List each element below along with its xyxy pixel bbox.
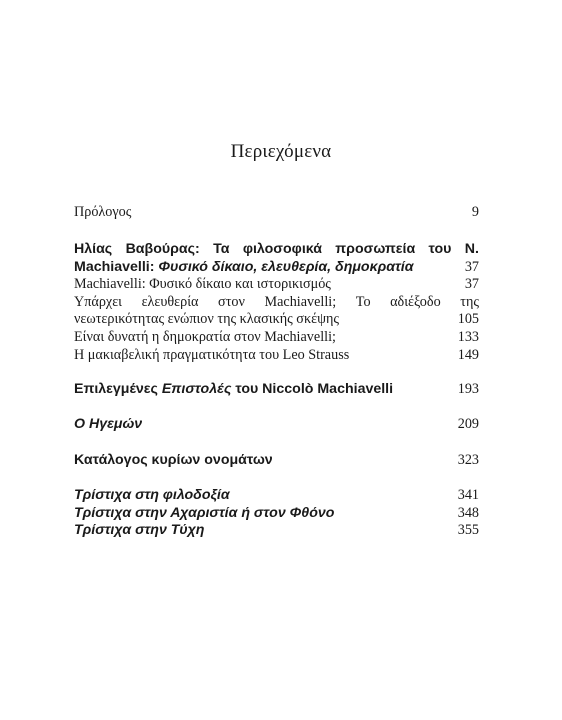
toc-entry-tercets-ingratitude[interactable] xyxy=(74,504,479,522)
toc-entry-page: 133 xyxy=(457,329,479,345)
toc-entry-title: Ο Ηγεμών xyxy=(74,416,143,432)
toc-entry-page: 193 xyxy=(457,381,479,397)
toc-entry-democracy[interactable] xyxy=(74,328,479,346)
toc-entry-title-part1: Επιλεγμένες xyxy=(74,381,162,397)
toc-entry-natural-law[interactable] xyxy=(74,275,479,293)
toc-entry-page: 149 xyxy=(457,347,479,363)
toc-entry-page: 355 xyxy=(457,522,479,538)
toc-entry-page: 37 xyxy=(464,259,479,275)
toc-entry-title: Ηλίας Βαβούρας: Τα φιλοσοφικά προσωπεία του Ν. xyxy=(74,241,479,257)
toc-entry-page: 37 xyxy=(464,276,479,292)
toc-entry-title-line2 xyxy=(74,258,414,276)
toc-entry-title-italic: Επιστολές xyxy=(161,381,232,397)
toc-entry-title: Τρίστιχα στην Τύχη xyxy=(74,522,205,538)
toc-entry-prologue[interactable] xyxy=(74,203,479,221)
toc-entry-title-line2: νεωτερικότητας ενώπιον της κλασικής σκέψης xyxy=(74,311,339,327)
toc-entry-page: 105 xyxy=(457,311,479,327)
toc-entry-title: Τρίστιχα στη φιλοδοξία xyxy=(74,487,230,503)
toc-entry-freedom-line2[interactable] xyxy=(74,310,479,328)
toc-entry-title-regular: Machiavelli: xyxy=(74,259,159,275)
toc-entry-index[interactable] xyxy=(74,451,479,469)
toc-entry-page: 323 xyxy=(457,452,479,468)
toc-entry-page: 341 xyxy=(457,487,479,503)
toc-entry-title xyxy=(74,380,393,398)
toc-entry-strauss[interactable] xyxy=(74,346,479,364)
toc-entry-vavouras-line2[interactable] xyxy=(74,258,479,276)
toc-entry-title: Πρόλογος xyxy=(74,204,132,220)
toc-entry-page: 9 xyxy=(471,204,479,220)
toc-entry-vavouras-line1[interactable] xyxy=(74,240,479,258)
toc-entry-freedom-line1[interactable] xyxy=(74,293,479,311)
toc-entry-title-italic: Φυσικό δίκαιο, ελευθερία, δημοκρατία xyxy=(158,259,414,275)
page-title: Περιεχόμενα xyxy=(230,141,332,162)
toc-entry-title: Η μακιαβελική πραγματικότητα του Leo Strauss xyxy=(74,347,350,363)
toc-entry-title: Υπάρχει ελευθερία στον Machiavelli; Το αδιέξοδο της xyxy=(74,294,479,310)
toc-entry-tercets-fortune[interactable] xyxy=(74,521,479,539)
toc-entry-prince[interactable] xyxy=(74,415,479,433)
toc-entry-page: 348 xyxy=(457,505,479,521)
toc-entry-title: Είναι δυνατή η δημοκρατία στον Machiavelli; xyxy=(74,329,336,345)
toc-entry-title: Machiavelli: Φυσικό δίκαιο και ιστορικισμός xyxy=(74,276,331,292)
toc-entry-page: 209 xyxy=(457,416,479,432)
toc-entry-letters[interactable] xyxy=(74,380,479,398)
toc-entry-title: Τρίστιχα στην Αχαριστία ή στον Φθόνο xyxy=(74,505,335,521)
toc-entry-tercets-philodoxia[interactable] xyxy=(74,486,479,504)
toc-entry-title-part3: του Niccolò Machiavelli xyxy=(231,381,394,397)
toc-entry-title: Κατάλογος κυρίων ονομάτων xyxy=(74,452,273,468)
